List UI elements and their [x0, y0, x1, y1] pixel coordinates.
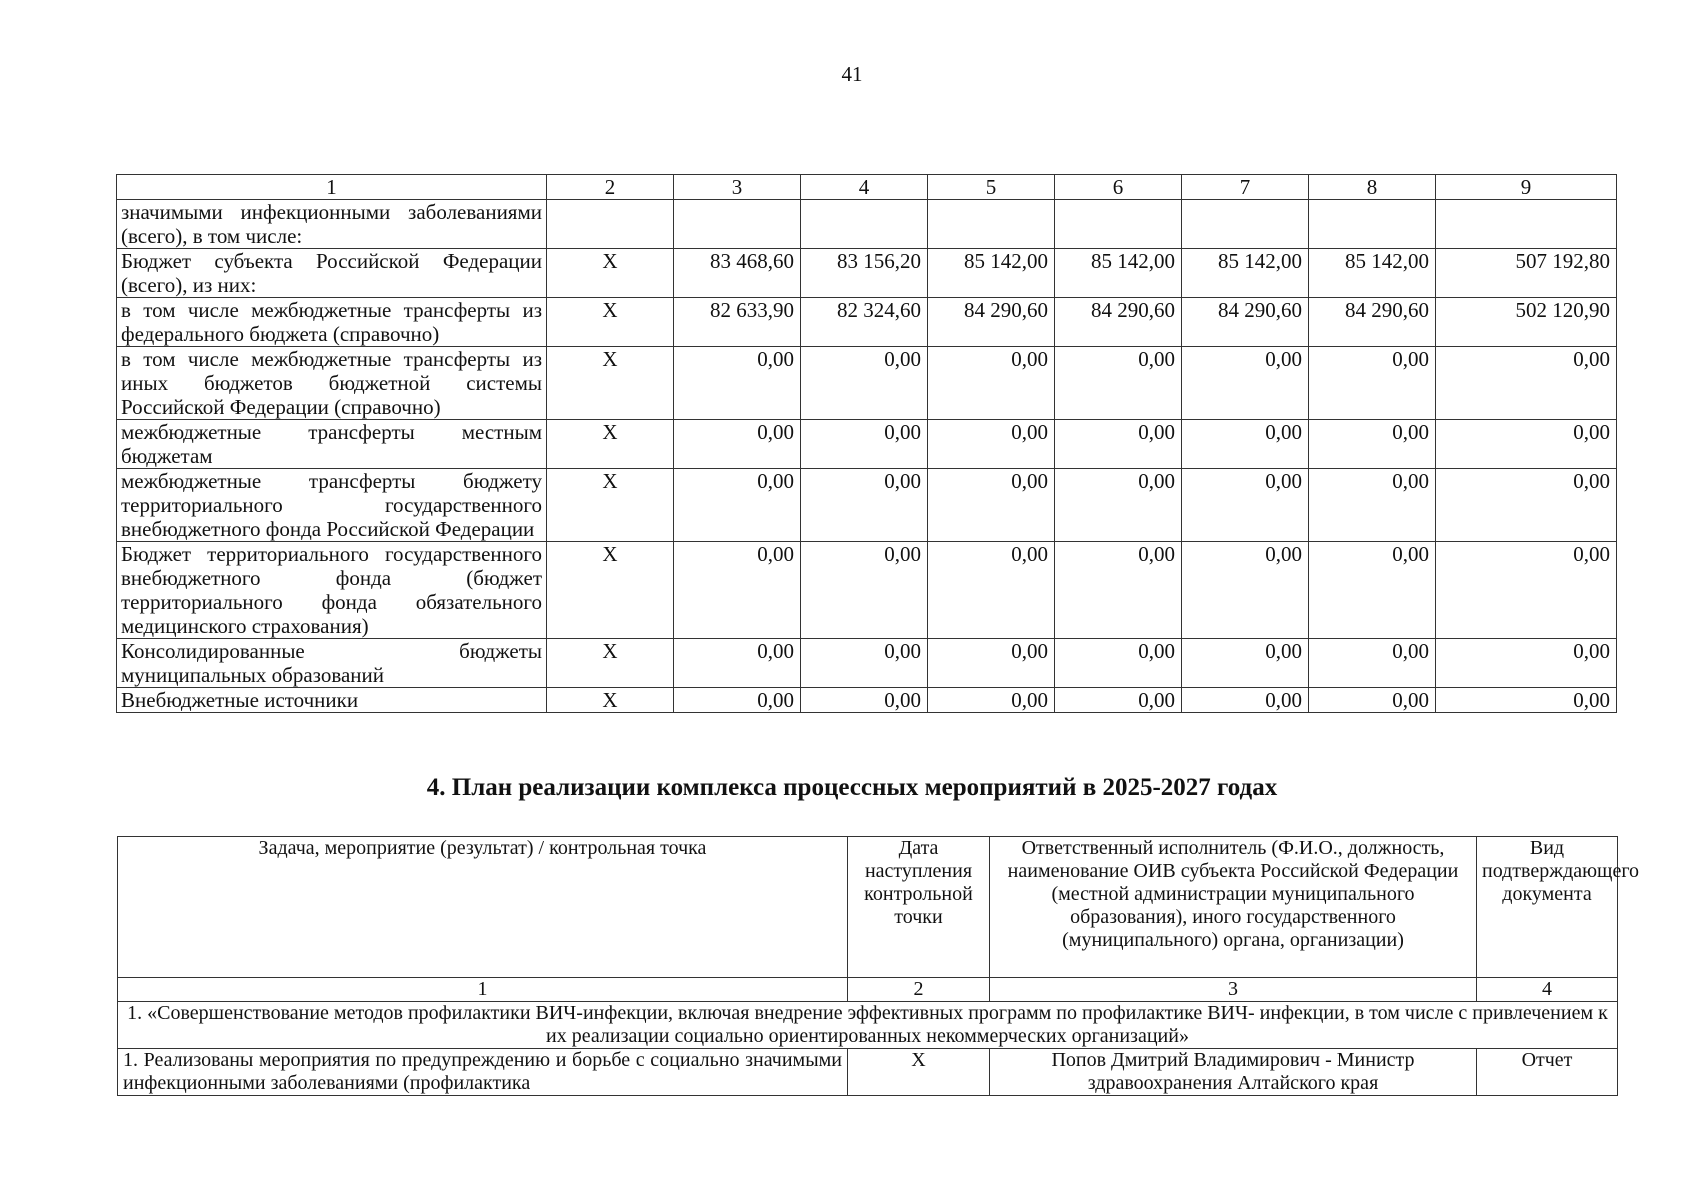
- finance-row-col2: Х: [547, 469, 674, 542]
- finance-row-label: Консолидированные бюджеты муниципальных образований: [117, 639, 547, 688]
- plan-colnum: 4: [1477, 978, 1618, 1002]
- finance-row: [117, 347, 1617, 420]
- finance-value: 83 156,20: [801, 249, 928, 298]
- finance-value: 83 468,60: [674, 249, 801, 298]
- finance-value: 0,00: [801, 688, 928, 713]
- finance-value: 0,00: [1436, 469, 1617, 542]
- page-number: 41: [841, 62, 863, 86]
- finance-row-label: межбюджетные трансферты местным бюджетам: [117, 420, 547, 469]
- finance-row-label: в том числе межбюджетные трансферты из федерального бюджета (справочно): [117, 298, 547, 347]
- finance-value: 0,00: [674, 639, 801, 688]
- finance-value: 0,00: [1309, 469, 1436, 542]
- finance-value: 84 290,60: [1182, 298, 1309, 347]
- column-number: 3: [674, 175, 801, 200]
- finance-row-label: Бюджет территориального государственного внебюджетного фонда (бюджет территориального фонда обязательного медицинского страхования): [117, 542, 547, 639]
- finance-row-col2: Х: [547, 249, 674, 298]
- finance-value: 0,00: [928, 420, 1055, 469]
- finance-value: 0,00: [1309, 420, 1436, 469]
- finance-row-col2: Х: [547, 542, 674, 639]
- finance-value: [1182, 200, 1309, 249]
- finance-row-label: Бюджет субъекта Российской Федерации (всего), из них:: [117, 249, 547, 298]
- finance-row: [117, 639, 1617, 688]
- finance-row: [117, 542, 1617, 639]
- finance-value: 0,00: [1436, 420, 1617, 469]
- finance-value: [1436, 200, 1617, 249]
- plan-task: 1. «Совершенствование методов профилактики ВИЧ-инфекции, включая внедрение эффективных программ по профилактике ВИЧ- инфекции, в том числе с привлечением к их реализации социально ориентированных некоммерческих организаций»: [118, 1002, 1618, 1049]
- finance-value: 0,00: [928, 688, 1055, 713]
- section-title: 4. План реализации комплекса процессных мероприятий в 2025-2027 годах: [426, 774, 1278, 801]
- finance-value: 0,00: [1055, 420, 1182, 469]
- finance-value: 0,00: [1182, 469, 1309, 542]
- plan-header-date: Дата наступления контрольной точки: [848, 837, 990, 978]
- finance-row: [117, 469, 1617, 542]
- finance-value: 0,00: [801, 542, 928, 639]
- finance-row: [117, 249, 1617, 298]
- column-number: 2: [547, 175, 674, 200]
- finance-row-col2: Х: [547, 298, 674, 347]
- finance-value: 0,00: [928, 542, 1055, 639]
- finance-value: [928, 200, 1055, 249]
- finance-value: 0,00: [674, 347, 801, 420]
- column-number: 1: [117, 175, 547, 200]
- finance-row: [117, 688, 1617, 713]
- finance-value: 0,00: [801, 347, 928, 420]
- finance-value: 0,00: [674, 420, 801, 469]
- finance-value: 84 290,60: [928, 298, 1055, 347]
- finance-value: 82 324,60: [801, 298, 928, 347]
- finance-value: 0,00: [928, 347, 1055, 420]
- finance-value: 0,00: [1055, 639, 1182, 688]
- finance-value: 0,00: [1309, 688, 1436, 713]
- finance-row-label: Внебюджетные источники: [117, 688, 547, 713]
- plan-task-row: [118, 1002, 1618, 1049]
- finance-value: 0,00: [1055, 469, 1182, 542]
- finance-value: 0,00: [1436, 639, 1617, 688]
- finance-value: [801, 200, 928, 249]
- finance-value: 85 142,00: [1182, 249, 1309, 298]
- plan-header-task: Задача, мероприятие (результат) / контрольная точка: [118, 837, 848, 978]
- plan-colnum: 2: [848, 978, 990, 1002]
- finance-value: 0,00: [1182, 542, 1309, 639]
- finance-row-col2: [547, 200, 674, 249]
- plan-header-responsible: Ответственный исполнитель (Ф.И.О., должность, наименование ОИВ субъекта Российской Федерации (местной администрации муниципального образования), иного государственного (муниципального) органа, организации): [990, 837, 1477, 978]
- plan-activity-responsible: Попов Дмитрий Владимирович - Министр здравоохранения Алтайского края: [990, 1049, 1477, 1096]
- finance-value: 84 290,60: [1055, 298, 1182, 347]
- finance-value: 0,00: [801, 639, 928, 688]
- finance-value: 0,00: [1436, 347, 1617, 420]
- finance-value: 0,00: [801, 420, 928, 469]
- finance-value: 0,00: [1436, 542, 1617, 639]
- finance-row-col2: Х: [547, 347, 674, 420]
- finance-value: 0,00: [1309, 639, 1436, 688]
- finance-row-label: значимыми инфекционными заболеваниями (всего), в том числе:: [117, 200, 547, 249]
- plan-header-row: [118, 837, 1618, 978]
- finance-value: [1055, 200, 1182, 249]
- plan-table: [117, 836, 1640, 1096]
- finance-value: 0,00: [674, 688, 801, 713]
- plan-activity: 1. Реализованы мероприятия по предупреждению и борьбе с социально значимыми инфекционными заболеваниями (профилактика: [118, 1049, 848, 1096]
- finance-value: 507 192,80: [1436, 249, 1617, 298]
- finance-value: 0,00: [1182, 420, 1309, 469]
- column-number: 5: [928, 175, 1055, 200]
- column-number-row: [117, 175, 1617, 200]
- finance-value: 0,00: [1182, 688, 1309, 713]
- finance-value: 0,00: [1055, 688, 1182, 713]
- finance-value: 0,00: [1309, 347, 1436, 420]
- plan-activity-row: [118, 1049, 1618, 1096]
- finance-value: 84 290,60: [1309, 298, 1436, 347]
- column-number: 4: [801, 175, 928, 200]
- plan-column-numbers: [118, 978, 1618, 1002]
- column-number: 6: [1055, 175, 1182, 200]
- finance-row: [117, 298, 1617, 347]
- finance-row: [117, 200, 1617, 249]
- column-number: 7: [1182, 175, 1309, 200]
- finance-row-label: в том числе межбюджетные трансферты из иных бюджетов бюджетной системы Российской Федерации (справочно): [117, 347, 547, 420]
- finance-value: 85 142,00: [928, 249, 1055, 298]
- plan-activity-date: Х: [848, 1049, 990, 1096]
- finance-value: 0,00: [1436, 688, 1617, 713]
- finance-row-label: межбюджетные трансферты бюджету территориального государственного внебюджетного фонда Российской Федерации: [117, 469, 547, 542]
- finance-value: 0,00: [801, 469, 928, 542]
- column-number: 9: [1436, 175, 1617, 200]
- finance-value: 85 142,00: [1309, 249, 1436, 298]
- finance-value: 0,00: [928, 469, 1055, 542]
- finance-value: 0,00: [674, 542, 801, 639]
- finance-value: 0,00: [1182, 347, 1309, 420]
- plan-header-document: Вид подтверждающего документа: [1477, 837, 1618, 978]
- finance-value: [1309, 200, 1436, 249]
- finance-row: [117, 420, 1617, 469]
- finance-value: 85 142,00: [1055, 249, 1182, 298]
- column-number: 8: [1309, 175, 1436, 200]
- finance-value: 82 633,90: [674, 298, 801, 347]
- finance-value: 0,00: [1182, 639, 1309, 688]
- finance-row-col2: Х: [547, 639, 674, 688]
- plan-colnum: 3: [990, 978, 1477, 1002]
- finance-value: 502 120,90: [1436, 298, 1617, 347]
- finance-value: 0,00: [674, 469, 801, 542]
- finance-value: [674, 200, 801, 249]
- finance-value: 0,00: [928, 639, 1055, 688]
- finance-row-col2: Х: [547, 420, 674, 469]
- plan-activity-document: Отчет: [1477, 1049, 1618, 1096]
- finance-value: 0,00: [1055, 542, 1182, 639]
- finance-value: 0,00: [1309, 542, 1436, 639]
- plan-colnum: 1: [118, 978, 848, 1002]
- finance-table: [116, 174, 1617, 713]
- finance-row-col2: Х: [547, 688, 674, 713]
- finance-value: 0,00: [1055, 347, 1182, 420]
